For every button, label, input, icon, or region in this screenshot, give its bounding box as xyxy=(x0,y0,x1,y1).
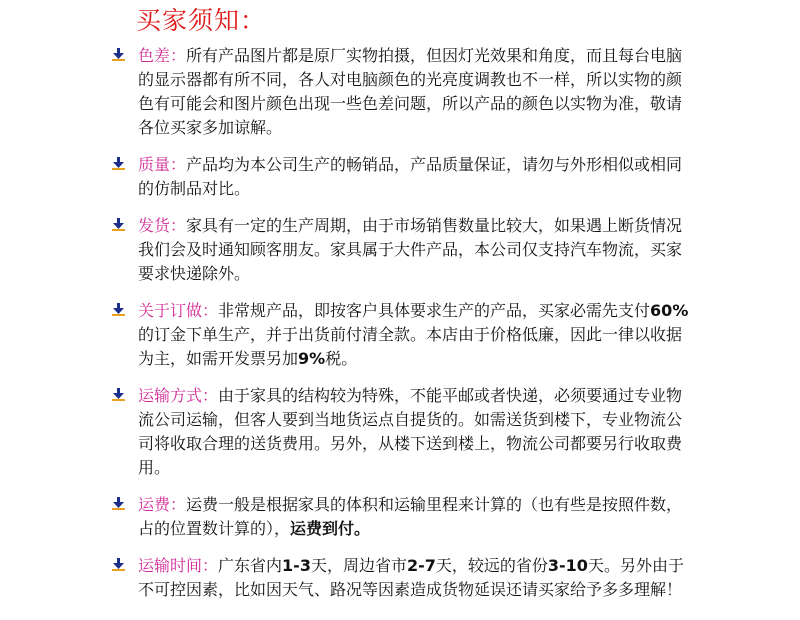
note-separator: ： xyxy=(202,386,219,405)
note-separator: ： xyxy=(170,155,187,174)
note-text: 广东省内 xyxy=(218,556,283,575)
note-transport-method xyxy=(104,384,694,480)
note-freight xyxy=(104,493,694,541)
note-transit-time xyxy=(104,554,694,602)
note-label: 运输时间 xyxy=(138,556,203,575)
down-arrow-bullet-icon xyxy=(112,388,126,402)
note-separator: ： xyxy=(170,216,187,235)
note-text: 由于家具的结构较为特殊，不能平邮或者快递，必须要通过专业物流公司运输，但客人要到当地货运点自提货的。如需送货到楼下，专业物流公司将收取合理的送货费用。另外，从楼下送到楼上，物流公司都要另行收取费用。 xyxy=(138,386,683,477)
down-arrow-bullet-icon xyxy=(112,558,126,572)
note-separator: ： xyxy=(170,495,187,514)
down-arrow-bullet-icon xyxy=(112,303,126,317)
note-text: 运费一般是根据家具的体积和运输里程来计算的（也有些是按照件数，占的位置数计算的）， xyxy=(138,495,683,538)
note-separator: ： xyxy=(202,301,219,320)
note-label: 质量 xyxy=(138,155,171,174)
note-separator: ： xyxy=(202,556,219,575)
tax-percent: 9% xyxy=(298,349,326,368)
down-arrow-bullet-icon xyxy=(112,218,126,232)
down-arrow-bullet-icon xyxy=(112,497,126,511)
transit-days-province: 1-3 xyxy=(282,556,311,575)
note-text: 天，较远的省份 xyxy=(435,556,548,575)
note-custom-order xyxy=(104,299,694,371)
note-text: 天。另外由于不可控因素，比如因天气、路况等因素造成货物延误还请买家给予多多理解！ xyxy=(138,556,684,599)
note-label: 发货 xyxy=(138,216,171,235)
note-label: 色差 xyxy=(138,46,171,65)
deposit-percent: 60% xyxy=(650,301,689,320)
note-color-difference xyxy=(104,44,694,140)
note-text: 产品均为本公司生产的畅销品，产品质量保证，请勿与外形相似或相同的仿制品对比。 xyxy=(138,155,683,198)
note-text: 天，周边省市 xyxy=(310,556,407,575)
note-text: 家具有一定的生产周期，由于市场销售数量比较大，如果遇上断货情况我们会及时通知顾客朋友。家具属于大件产品，本公司仅支持汽车物流，买家要求快递除外。 xyxy=(138,216,683,283)
note-separator: ： xyxy=(170,46,187,65)
note-text: 的订金下单生产，并于出货前付清全款。本店由于价格低廉，因此一律以收据为主，如需开发票另加 xyxy=(138,325,683,368)
note-quality xyxy=(104,153,694,201)
note-text: 税。 xyxy=(325,349,358,368)
freight-collect-note: 运费到付。 xyxy=(290,519,371,538)
note-label: 运费 xyxy=(138,495,171,514)
down-arrow-bullet-icon xyxy=(112,48,126,62)
note-text: 所有产品图片都是原厂实物拍摄，但因灯光效果和角度，而且每台电脑的显示器都有所不同，各人对电脑颜色的光亮度调教也不一样，所以实物的颜色有可能会和图片颜色出现一些色差问题，所以产品的颜色以实物为准，敬请各位买家多加谅解。 xyxy=(138,46,683,137)
transit-days-nearby: 2-7 xyxy=(406,556,436,575)
page-title: 买家须知： xyxy=(136,6,267,35)
note-text: 非常规产品，即按客户具体要求生产的产品，买家必需先支付 xyxy=(218,301,651,320)
notice-list xyxy=(104,44,694,602)
transit-days-far: 3-10 xyxy=(547,556,588,575)
note-shipping xyxy=(104,214,694,286)
note-label: 关于订做 xyxy=(138,301,203,320)
note-label: 运输方式 xyxy=(138,386,203,405)
down-arrow-bullet-icon xyxy=(112,157,126,171)
